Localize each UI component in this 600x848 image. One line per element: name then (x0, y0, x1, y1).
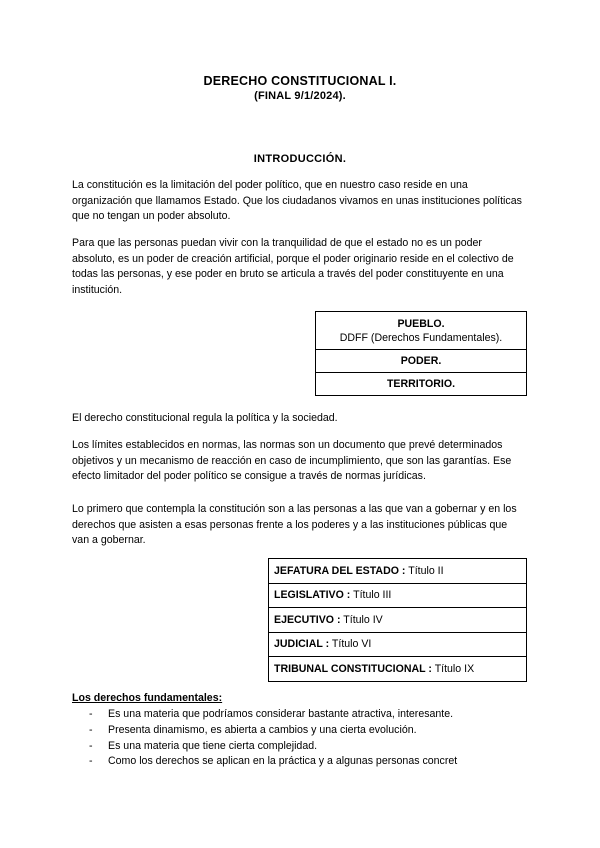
institution-cell (269, 559, 527, 584)
body-paragraph-5: Lo primero que contempla la constitución son a las personas a las que van a gobernar y en los derechos que asisten a esas personas frente a los poderes y a las instituciones públicas que van a gobernar. (72, 503, 517, 547)
list-item-text: Presenta dinamismo, es abierta a cambios y una cierta evolución. (108, 723, 417, 736)
state-elements-table (315, 311, 527, 396)
list-item-text: Como los derechos se aplican en la práctica y a algunas personas concret (108, 755, 458, 768)
table-row (269, 632, 527, 657)
bullet-dash: - (89, 708, 93, 720)
bullet-dash: - (89, 739, 93, 752)
list-item (72, 754, 532, 770)
list-item (72, 723, 532, 739)
table-row (316, 373, 527, 396)
bullet-dash: - (89, 723, 93, 736)
table-row (316, 312, 527, 350)
institution-cell (269, 583, 527, 608)
institutions-table (268, 558, 527, 682)
document-subtitle: (FINAL 9/1/2024). (254, 90, 346, 102)
pueblo-cell (316, 312, 527, 350)
list-item-text: Es una materia que tiene cierta complejidad. (108, 739, 318, 752)
section-heading: INTRODUCCIÓN. (253, 153, 347, 165)
institution-label: EJECUTIVO : (274, 613, 341, 626)
institution-cell (269, 608, 527, 633)
table-row (269, 608, 527, 633)
table-row (269, 559, 527, 584)
institution-title: Título II (408, 564, 444, 577)
intro-paragraph-1: La constitución es la limitación del poder político, que en nuestro caso reside en una organización que llamamos Estado. Que los ciudadanos vivamos en unas instituciones políticas que no tengan un poder absoluto. (72, 179, 522, 223)
institution-label: LEGISLATIVO : (274, 589, 351, 602)
table-row (269, 657, 527, 682)
list-item-text: Es una materia que podríamos considerar bastante atractiva, interesante. (108, 708, 454, 720)
institution-label: TRIBUNAL CONSTITUCIONAL : (274, 662, 432, 675)
rights-list (72, 707, 532, 770)
institution-cell (269, 632, 527, 657)
list-item (72, 707, 532, 723)
body-paragraph-4: Los límites establecidos en normas, las normas son un documento que prevé determinados objetivos y un mecanismo de reacción en caso de incumplimiento, que son las garantías. Ese efecto limitador del poder político se consigue a través de normas jurídicas. (72, 439, 512, 483)
body-paragraph-3: El derecho constitucional regula la política y la sociedad. (72, 412, 338, 424)
rights-title: Los derechos fundamentales: (72, 692, 223, 704)
bullet-dash: - (89, 755, 93, 768)
institution-label: JEFATURA DEL ESTADO : (274, 564, 406, 577)
poder-cell: PODER. (316, 350, 527, 373)
institution-title: Título III (353, 589, 392, 602)
document-title: DERECHO CONSTITUCIONAL I. (203, 74, 397, 88)
institution-title: Título IV (343, 613, 383, 626)
institution-cell (269, 657, 527, 682)
institution-title: Título VI (331, 638, 372, 651)
institution-label: JUDICIAL : (274, 638, 330, 651)
territorio-cell: TERRITORIO. (316, 373, 527, 396)
pueblo-label: PUEBLO. (397, 317, 445, 330)
intro-paragraph-2: Para que las personas puedan vivir con la tranquilidad de que el estado no es un poder absoluto, es un poder de creación artificial, porque el poder originario reside en el colectivo de todas las personas, y ese poder en bruto se articula a través del poder constituyente en una institución. (72, 237, 514, 297)
institution-title: Título IX (434, 662, 475, 675)
table-row (316, 350, 527, 373)
list-item (72, 739, 532, 755)
pueblo-detail: DDFF (Derechos Fundamentales). (339, 331, 503, 344)
table-row (269, 583, 527, 608)
